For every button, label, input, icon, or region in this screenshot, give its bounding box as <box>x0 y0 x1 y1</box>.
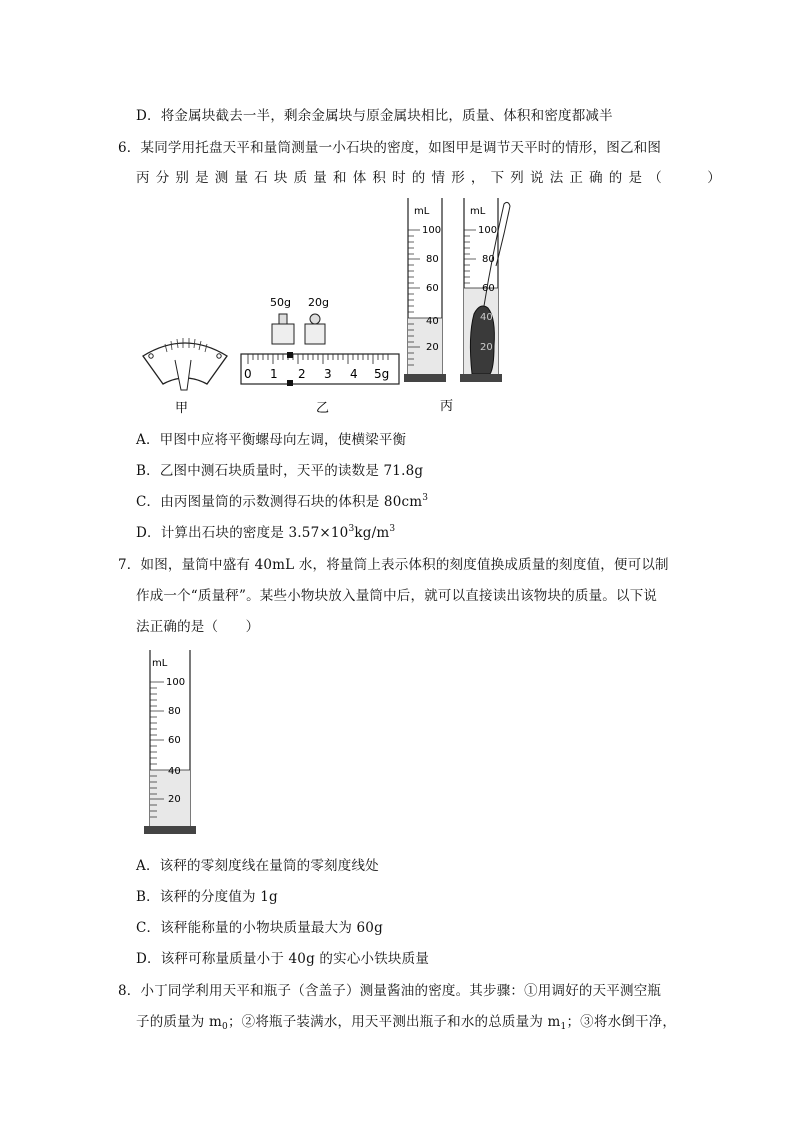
q6-option-c-text: C．由丙图量筒的示数测得石块的体积是 80cm <box>136 494 423 510</box>
q7-tick-60: 60 <box>168 735 181 746</box>
tick-100-left: 100 <box>422 225 442 236</box>
cylinder-with-stone <box>460 198 510 382</box>
tick-80-left: 80 <box>426 254 439 265</box>
q8-line2-c: ；③将水倒干净， <box>566 1014 677 1030</box>
q7-unit-ml: mL <box>152 658 168 669</box>
tick-100-right: 100 <box>478 225 498 236</box>
q6-stem-line-2: 丙分别是测量石块质量和体积时的情形，下列说法正确的是（ ） <box>136 170 727 186</box>
q7-option-a: A．该秤的零刻度线在量筒的零刻度线处 <box>136 858 379 874</box>
q7-stem-line-3: 法正确的是（ ） <box>136 619 260 635</box>
q8-line2-a: 子的质量为 m <box>136 1014 222 1030</box>
q5-option-d: D．将金属块截去一半，剩余金属块与原金属块相比，质量、体积和密度都减半 <box>136 108 613 124</box>
q6-option-c-sup: 3 <box>422 493 429 503</box>
scale-tick-3: 3 <box>324 367 332 381</box>
q7-option-b: B．该秤的分度值为 1g <box>136 889 278 905</box>
rider-marker <box>287 352 293 358</box>
q7-stem-line-1: 7．如图，量筒中盛有 40mL 水，将量筒上表示体积的刻度值换成质量的刻度值，便可以制 <box>118 557 669 573</box>
q7-tick-80: 80 <box>168 706 181 717</box>
tick-60-left: 60 <box>426 283 439 294</box>
q6-option-c <box>136 490 428 510</box>
weight-20g <box>305 314 325 344</box>
label-yi: 乙 <box>316 401 330 416</box>
unit-ml-right: mL <box>470 206 486 217</box>
scale-tick-2: 2 <box>298 367 306 381</box>
tick-20-right: 20 <box>480 342 493 353</box>
tick-60-right: 60 <box>482 283 495 294</box>
label-bing: 丙 <box>440 399 454 414</box>
q7-tick-100: 100 <box>166 677 186 688</box>
q7-tick-40: 40 <box>168 766 181 777</box>
q7-stem-line-2: 作成一个“质量秤”。某些小物块放入量筒中后，就可以直接读出该物块的质量。以下说 <box>136 588 658 604</box>
tick-20-left: 20 <box>426 342 439 353</box>
q6-option-d <box>136 521 395 541</box>
q7-tick-20: 20 <box>168 794 181 805</box>
q6-option-d-text2: kg/m <box>354 525 390 541</box>
q6-option-d-sup1: 3 <box>348 524 355 534</box>
scale-tick-0: 0 <box>244 367 252 381</box>
q6-option-d-text1: D．计算出石块的密度是 3.57×10 <box>136 525 349 541</box>
q7-option-c: C．该秤能称量的小物块质量最大为 60g <box>136 920 383 936</box>
weight-50g <box>272 314 294 344</box>
weights-and-scale-figure <box>236 290 406 420</box>
q7-option-d: D．该秤可称量质量小于 40g 的实心小铁块质量 <box>136 951 430 967</box>
measuring-cylinders-figure <box>400 196 520 418</box>
q8-line2-sub1: 1 <box>560 1022 567 1032</box>
tick-40-left: 40 <box>426 316 439 327</box>
tick-80-right: 80 <box>482 254 495 265</box>
q8-line2-b: ；②将瓶子装满水，用天平测出瓶子和水的总质量为 m <box>227 1014 561 1030</box>
q6-option-d-sup2: 3 <box>389 524 396 534</box>
balance-dial-figure <box>135 320 235 420</box>
scale-tick-1: 1 <box>270 367 278 381</box>
scale-tick-4: 4 <box>350 367 358 381</box>
scale-tick-5g: 5g <box>374 367 390 381</box>
label-jia: 甲 <box>175 401 189 416</box>
q6-option-b: B．乙图中测石块质量时，天平的读数是 71.8g <box>136 463 424 479</box>
weight-50g-label: 50g <box>270 296 291 309</box>
weight-20g-label: 20g <box>308 296 329 309</box>
q7-cylinder-figure <box>140 648 204 838</box>
q8-stem-line-1: 8．小丁同学利用天平和瓶子（含盖子）测量酱油的密度。其步骤：①用调好的天平测空瓶 <box>118 983 662 999</box>
unit-ml-left: mL <box>414 206 430 217</box>
q8-line2-sub0: 0 <box>222 1022 228 1032</box>
q8-stem-line-2 <box>136 1010 676 1030</box>
cylinder-without-stone <box>404 198 446 382</box>
q6-option-a: A．甲图中应将平衡螺母向左调，使横梁平衡 <box>136 432 407 448</box>
tick-40-right: 40 <box>480 312 493 323</box>
q6-stem-line-1: 6．某同学用托盘天平和量筒测量一小石块的密度，如图甲是调节天平时的情形，图乙和图 <box>118 140 662 156</box>
